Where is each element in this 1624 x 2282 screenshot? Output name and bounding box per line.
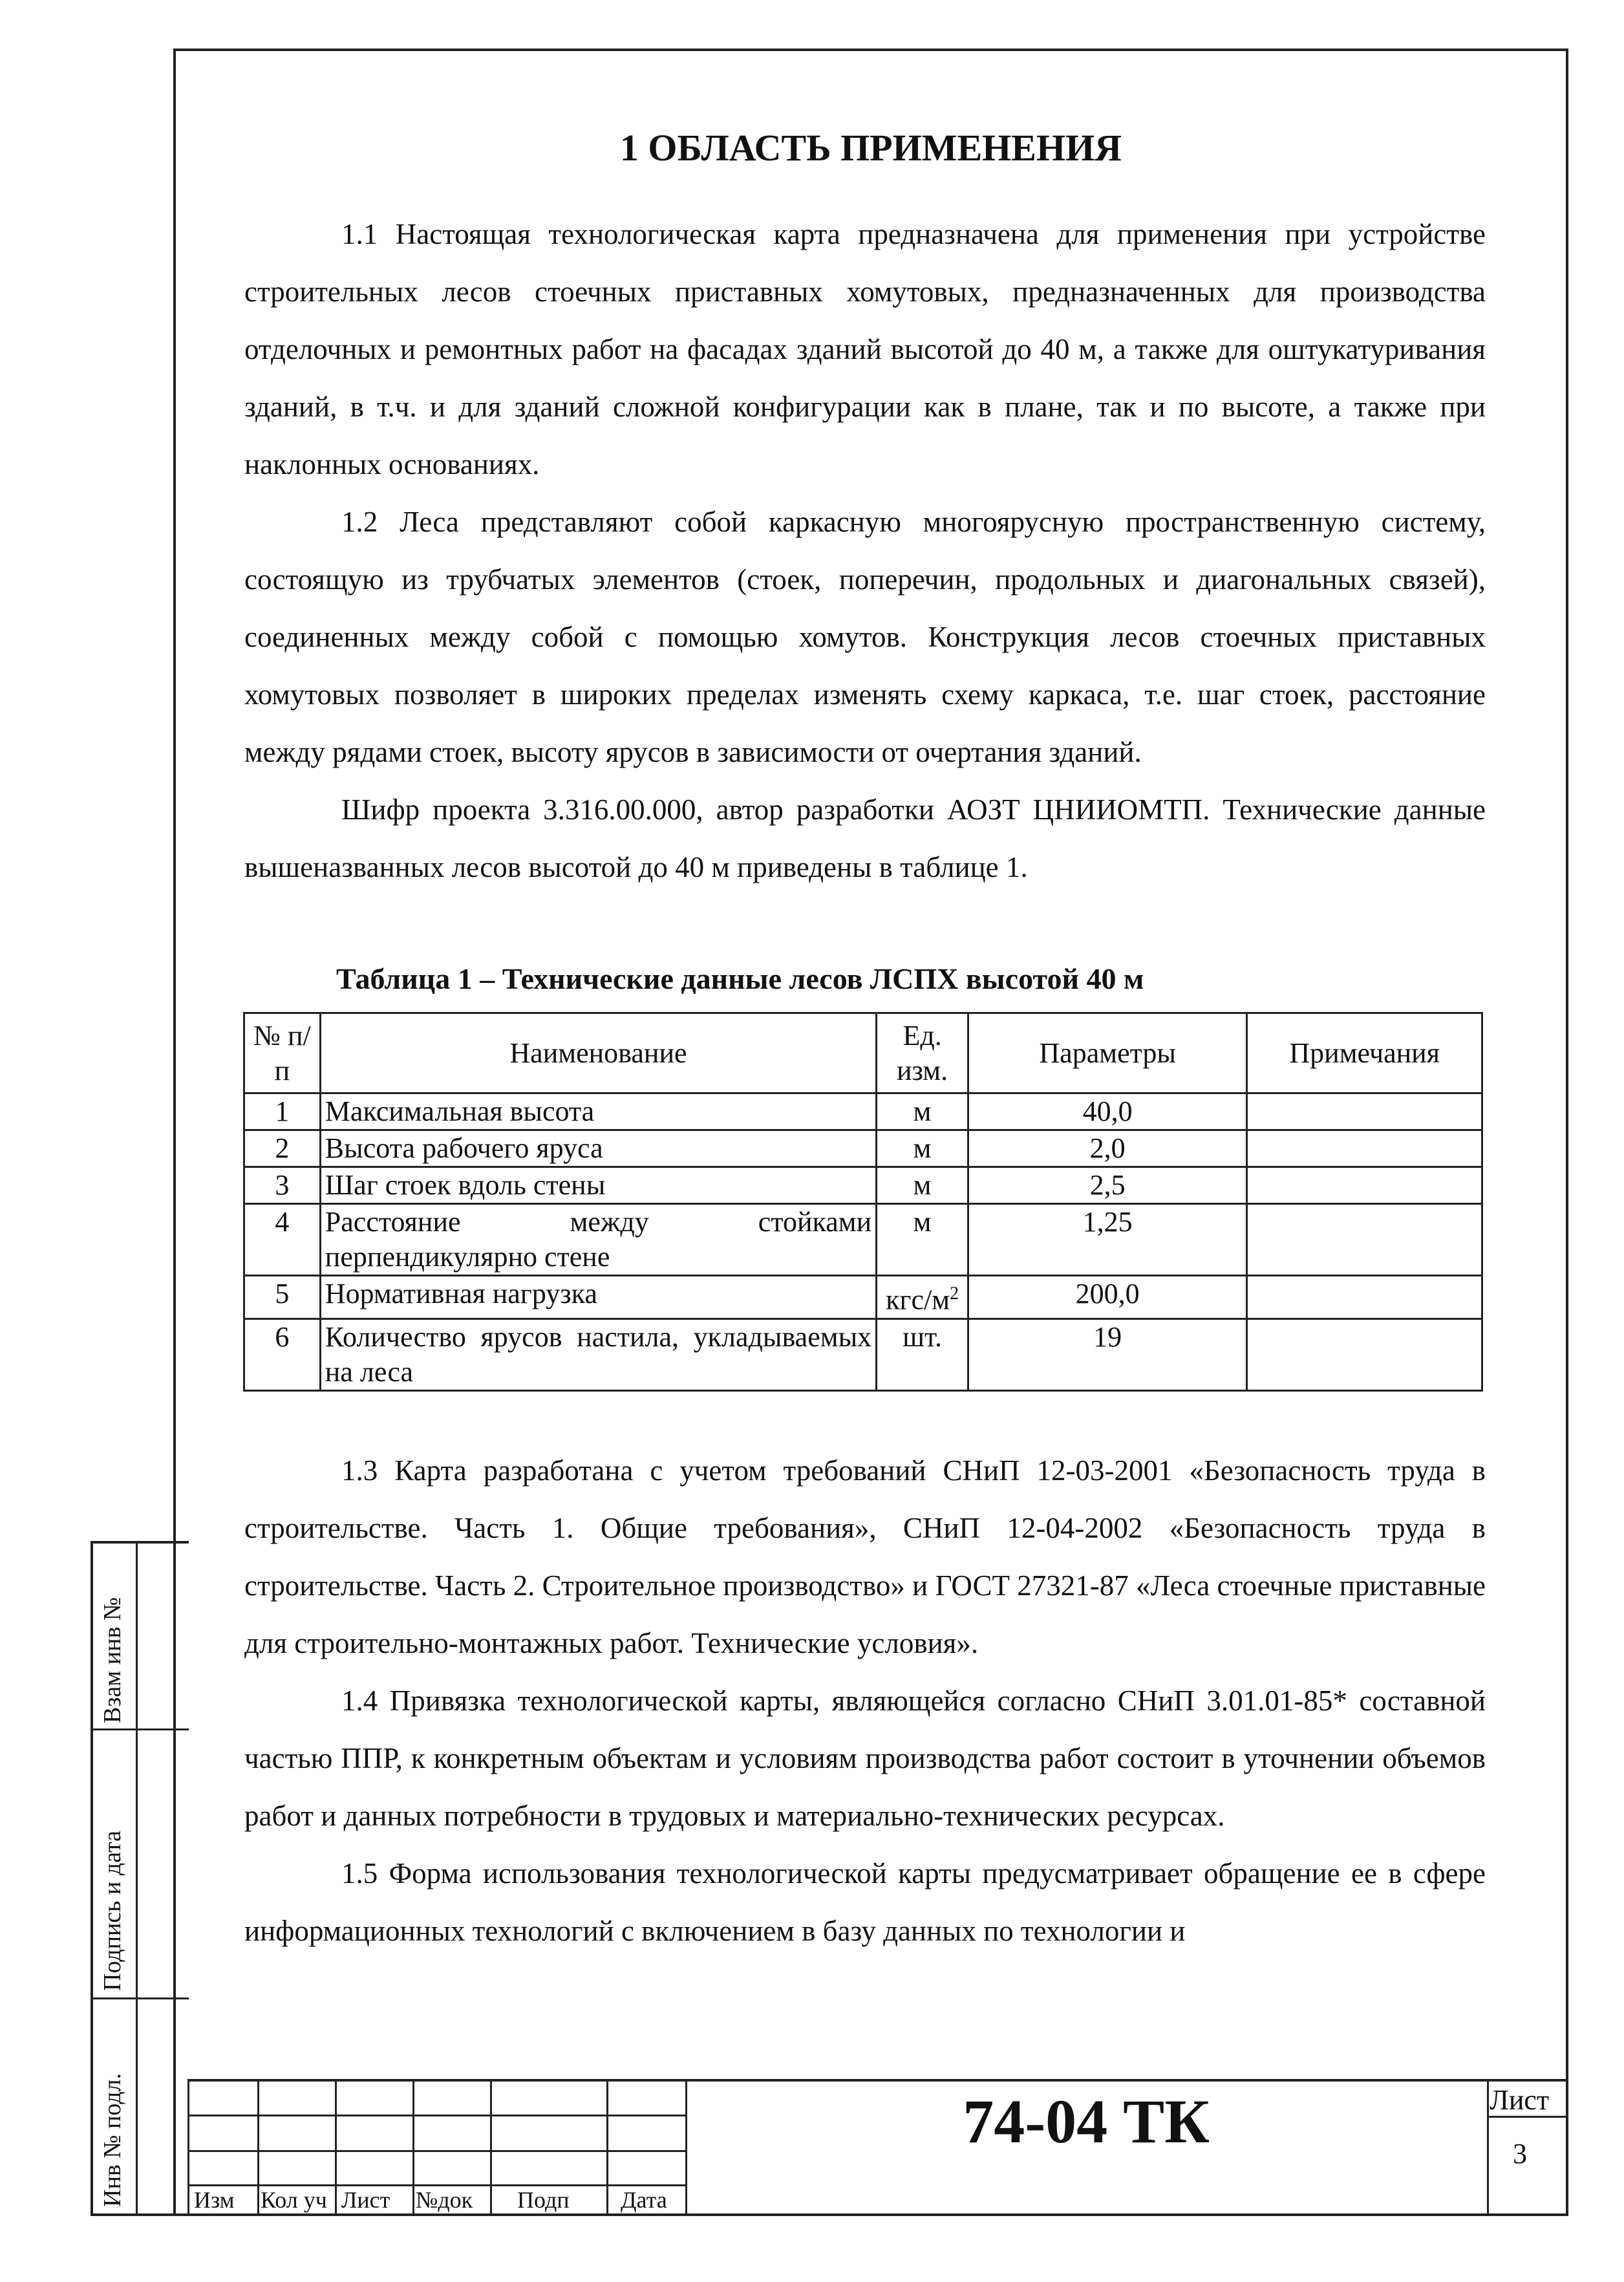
stamp-inv-original: Инв № подл. — [99, 2072, 126, 2207]
table-title: Таблица 1 – Технические данные лесов ЛСПХ высотой 40 м — [336, 962, 1144, 995]
cell-param: 19 — [968, 1319, 1247, 1390]
stamp-inv-replace: Взам инв № — [99, 1597, 126, 1723]
technical-data-table — [243, 1012, 1483, 1392]
cell-unit: м — [877, 1093, 968, 1130]
cell-note — [1247, 1319, 1482, 1390]
cell-note — [1247, 1276, 1482, 1319]
cell-param: 1,25 — [968, 1204, 1247, 1276]
paragraph-1-5: 1.5 Форма использования технологической карты предусматривает обращение ее в сфере информационных технологий с включением в базу данных по технологии и — [244, 1857, 1486, 1947]
table-header-row — [244, 1013, 1482, 1093]
cell-note — [1247, 1130, 1482, 1167]
cell-unit: м — [877, 1167, 968, 1204]
cell-param: 2,0 — [968, 1130, 1247, 1167]
cell-num: 3 — [244, 1167, 321, 1204]
column-date: Дата — [621, 2187, 667, 2213]
paragraph-1-2: 1.2 Леса представляют собой каркасную многоярусную пространственную систему, состоящую из трубчатых элементов (стоек, поперечин, продольных и диагональных связей), соединенных между собой с помощью хомутов. Конструкция лесов стоечных приставных хомутовых позволяет в широких пределах изменять схему каркаса, т.е. шаг стоек, расстояние между рядами стоек, высоту ярусов в зависимости от очертания зданий. — [244, 506, 1486, 768]
cell-name: Высота рабочего яруса — [320, 1130, 876, 1167]
cell-name: Максимальная высота — [320, 1093, 876, 1130]
cell-note — [1247, 1204, 1482, 1276]
cell-num: 1 — [244, 1093, 321, 1130]
column-sheet: Лист — [341, 2187, 390, 2213]
paragraph-1-1: 1.1 Настоящая технологическая карта предназначена для применения при устройстве строительных лесов стоечных приставных хомутовых, предназначенных для производства отделочных и ремонтных работ на фасадах зданий высотой до 40 м, а также для оштукатуривания зданий, в т.ч. и для зданий сложной конфигурации как в плане, так и по высоте, а также при наклонных основаниях. — [244, 218, 1486, 480]
cell-name: Шаг стоек вдоль стены — [320, 1167, 876, 1204]
cell-unit: шт. — [877, 1319, 968, 1390]
cell-param: 40,0 — [968, 1093, 1247, 1130]
cell-num: 2 — [244, 1130, 321, 1167]
column-change: Изм — [194, 2187, 235, 2213]
paragraph-1-4: 1.4 Привязка технологической карты, являющейся согласно СНиП 3.01.01-85* составной частью ППР, к конкретным объектам и условиям производства работ состоит в уточнении объемов работ и данных потребности в трудовых и материально-технических ресурсах. — [244, 1685, 1486, 1832]
table-row — [244, 1093, 1482, 1130]
unit-superscript: 2 — [950, 1284, 959, 1304]
header-name: Наименование — [320, 1013, 876, 1093]
header-notes: Примечания — [1247, 1013, 1482, 1093]
cell-name: Нормативная нагрузка — [320, 1276, 876, 1319]
paragraphs-bottom — [244, 1442, 1486, 1960]
unit-text: кгс/м — [886, 1284, 950, 1316]
cell-note — [1247, 1093, 1482, 1130]
column-doc-number: №док — [416, 2187, 473, 2213]
cell-num: 4 — [244, 1204, 321, 1276]
paragraph-cipher: Шифр проекта 3.316.00.000, автор разработки АОЗТ ЦНИИОМТП. Технические данные вышеназванных лесов высотой до 40 м приведены в таблице 1. — [244, 793, 1486, 883]
cell-unit — [877, 1276, 968, 1319]
cell-note — [1247, 1167, 1482, 1204]
column-signature: Подп — [517, 2187, 570, 2213]
cell-param: 2,5 — [968, 1167, 1247, 1204]
header-unit: Ед. изм. — [877, 1013, 968, 1093]
cell-param: 200,0 — [968, 1276, 1247, 1319]
header-num: № п/п — [244, 1013, 321, 1093]
cell-unit: м — [877, 1130, 968, 1167]
header-params: Параметры — [968, 1013, 1247, 1093]
stamp-signature-date: Подпись и дата — [99, 1830, 126, 1991]
table-row — [244, 1319, 1482, 1390]
table-row — [244, 1276, 1482, 1319]
column-quantity: Кол уч — [261, 2187, 327, 2213]
side-stamp — [91, 1541, 189, 2216]
table-row — [244, 1167, 1482, 1204]
cell-name: Расстояние между стойками перпендикулярно стене — [320, 1204, 876, 1276]
cell-num: 6 — [244, 1319, 321, 1390]
section-heading: 1 ОБЛАСТЬ ПРИМЕНЕНИЯ — [619, 127, 1122, 169]
sheet-label: Лист — [1490, 2084, 1550, 2116]
title-block-top-line — [187, 2079, 1568, 2082]
table-row — [244, 1204, 1482, 1276]
cell-unit: м — [877, 1204, 968, 1276]
cell-name: Количество ярусов настила, укладываемых на леса — [320, 1319, 876, 1390]
cell-num: 5 — [244, 1276, 321, 1319]
table-row — [244, 1130, 1482, 1167]
paragraph-1-3: 1.3 Карта разработана с учетом требований СНиП 12-03-2001 «Безопасность труда в строительстве. Часть 1. Общие требования», СНиП 12-04-2002 «Безопасность труда в строительстве. Часть 2. Строительное производство» и ГОСТ 27321-87 «Леса стоечные приставные для строительно-монтажных работ. Технические условия». — [244, 1454, 1486, 1659]
document-code: 74-04 ТК — [963, 2087, 1210, 2156]
sheet-number: 3 — [1513, 2138, 1527, 2169]
paragraphs-top — [244, 206, 1486, 896]
